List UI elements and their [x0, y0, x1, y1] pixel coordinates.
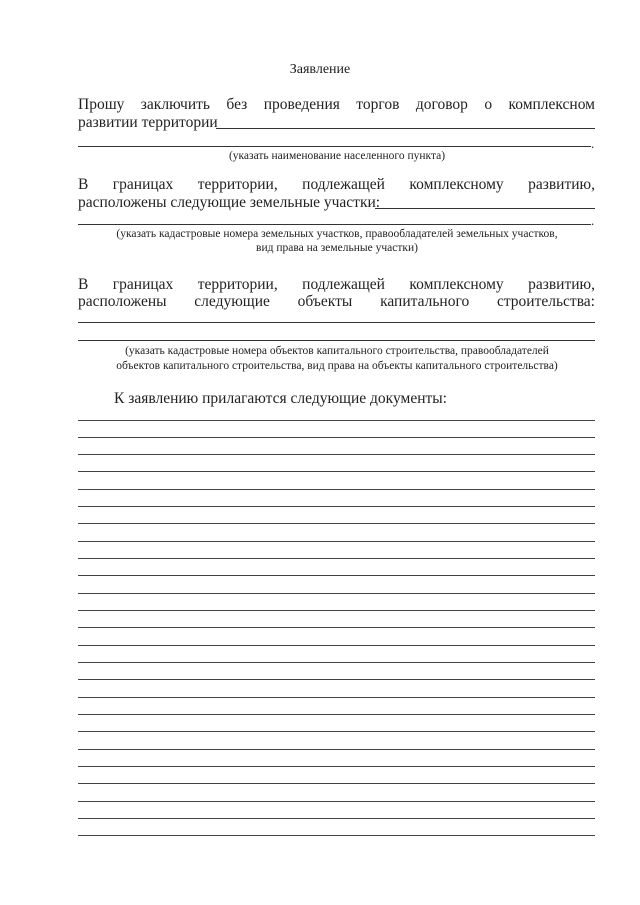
period-mark: .: [591, 136, 595, 151]
attachment-blank-line[interactable]: [78, 749, 595, 750]
attachment-blank-line[interactable]: [78, 783, 595, 784]
territory-blank-line[interactable]: [216, 128, 595, 129]
land-plots-blank-line-2[interactable]: [78, 224, 591, 225]
section1-line1: Прошу заключить без проведения торгов договор о комплексном: [78, 96, 595, 113]
attachment-blank-line[interactable]: [78, 818, 595, 819]
settlement-name-blank-line[interactable]: [78, 146, 591, 147]
attachment-blank-line[interactable]: [78, 610, 595, 611]
attachment-blank-line[interactable]: [78, 575, 595, 576]
attachment-blank-line[interactable]: [78, 835, 595, 836]
attachment-blank-line[interactable]: [78, 627, 595, 628]
attachment-blank-line[interactable]: [78, 489, 595, 490]
section2-line2-prefix: расположены следующие земельные участки:: [78, 194, 381, 211]
attachment-blank-line[interactable]: [78, 801, 595, 802]
attachment-blank-line[interactable]: [78, 454, 595, 455]
construction-objects-blank-line-2[interactable]: [78, 340, 595, 341]
attachment-blank-line[interactable]: [78, 523, 595, 524]
section1-hint: (указать наименование населенного пункта): [228, 150, 446, 162]
attachment-blank-line[interactable]: [78, 593, 595, 594]
land-plots-blank-line-1[interactable]: [375, 208, 595, 209]
construction-objects-blank-line-1[interactable]: [78, 322, 595, 323]
attachment-blank-line[interactable]: [78, 679, 595, 680]
period-mark: .: [591, 213, 595, 228]
section2-hint-line1: (указать кадастровые номера земельных участков, правообладателей земельных участков,: [116, 228, 558, 240]
attachment-blank-line[interactable]: [78, 541, 595, 542]
section3-hint-line1: (указать кадастровые номера объектов капитального строительства, правообладателей: [125, 345, 549, 357]
attachment-blank-line[interactable]: [78, 558, 595, 559]
section3-hint-line2: объектов капитального строительства, вид права на объекты капитального строительства): [116, 360, 558, 372]
attachment-blank-line[interactable]: [78, 506, 595, 507]
section2-line1: В границах территории, подлежащей комплексному развитию,: [78, 176, 595, 193]
attachments-heading: К заявлению прилагаются следующие документы:: [114, 390, 447, 407]
attachment-blank-line[interactable]: [78, 645, 595, 646]
attachment-blank-line[interactable]: [78, 471, 595, 472]
attachment-blank-line[interactable]: [78, 662, 595, 663]
attachment-blank-line[interactable]: [78, 714, 595, 715]
attachment-blank-line[interactable]: [78, 697, 595, 698]
document-title: Заявление: [289, 62, 351, 77]
attachment-blank-line[interactable]: [78, 437, 595, 438]
section2-hint-line2: вид права на земельные участки): [256, 242, 418, 254]
attachment-blank-line[interactable]: [78, 731, 595, 732]
attachment-blank-line[interactable]: [78, 766, 595, 767]
attachment-blank-line[interactable]: [78, 420, 595, 421]
section3-line1: В границах территории, подлежащей комплексному развитию,: [78, 276, 595, 293]
section3-line2: расположены следующие объекты капитального строительства:: [78, 293, 595, 310]
section1-line2-prefix: развитии территории: [78, 114, 218, 131]
